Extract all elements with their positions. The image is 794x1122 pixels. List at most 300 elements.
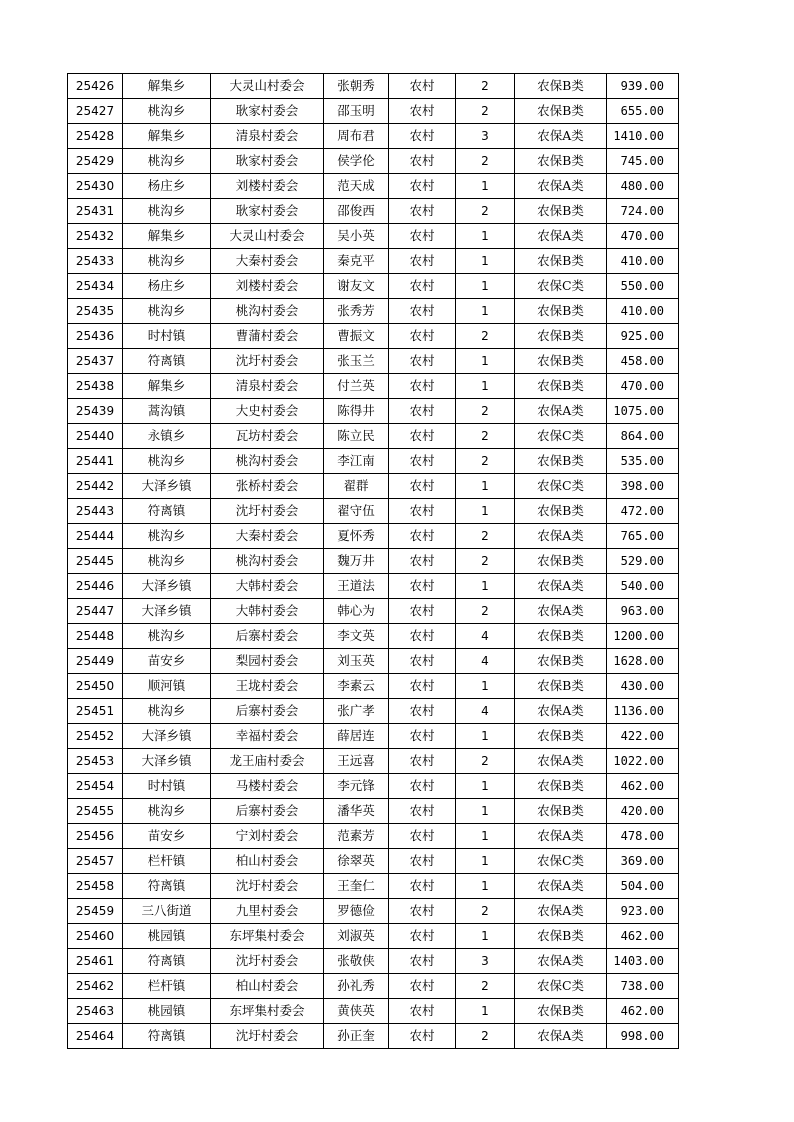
area-type-cell: 农村 [389,599,456,624]
record-id-cell: 25427 [68,99,123,124]
village-committee-cell: 大韩村委会 [211,574,324,599]
record-id-cell: 25446 [68,574,123,599]
area-type-cell: 农村 [389,349,456,374]
table-row [68,274,679,299]
township-cell: 桃沟乡 [123,624,211,649]
village-committee-cell: 沈圩村委会 [211,349,324,374]
table-row [68,924,679,949]
table-row [68,599,679,624]
table-row [68,549,679,574]
area-type-cell: 农村 [389,749,456,774]
village-committee-cell: 大韩村委会 [211,599,324,624]
table-row [68,724,679,749]
village-committee-cell: 宁刘村委会 [211,824,324,849]
village-committee-cell: 刘楼村委会 [211,274,324,299]
township-cell: 符离镇 [123,949,211,974]
township-cell: 大泽乡镇 [123,749,211,774]
household-count-cell: 2 [456,399,515,424]
township-cell: 大泽乡镇 [123,724,211,749]
amount-cell: 472.00 [607,499,679,524]
household-count-cell: 4 [456,699,515,724]
person-name-cell: 王远喜 [324,749,389,774]
household-count-cell: 2 [456,749,515,774]
township-cell: 桃园镇 [123,924,211,949]
insurance-category-cell: 农保B类 [515,799,607,824]
household-count-cell: 3 [456,124,515,149]
area-type-cell: 农村 [389,724,456,749]
record-id-cell: 25463 [68,999,123,1024]
village-committee-cell: 大灵山村委会 [211,74,324,99]
insurance-category-cell: 农保A类 [515,124,607,149]
insurance-category-cell: 农保B类 [515,99,607,124]
person-name-cell: 夏怀秀 [324,524,389,549]
area-type-cell: 农村 [389,474,456,499]
household-count-cell: 4 [456,624,515,649]
amount-cell: 1628.00 [607,649,679,674]
table-row [68,424,679,449]
amount-cell: 504.00 [607,874,679,899]
record-id-cell: 25455 [68,799,123,824]
village-committee-cell: 沈圩村委会 [211,1024,324,1049]
area-type-cell: 农村 [389,799,456,824]
area-type-cell: 农村 [389,199,456,224]
record-id-cell: 25429 [68,149,123,174]
village-committee-cell: 后寨村委会 [211,799,324,824]
village-committee-cell: 桃沟村委会 [211,449,324,474]
insurance-category-cell: 农保A类 [515,899,607,924]
table-row [68,974,679,999]
record-id-cell: 25426 [68,74,123,99]
record-id-cell: 25440 [68,424,123,449]
area-type-cell: 农村 [389,849,456,874]
village-committee-cell: 后寨村委会 [211,699,324,724]
area-type-cell: 农村 [389,949,456,974]
table-row [68,699,679,724]
area-type-cell: 农村 [389,174,456,199]
township-cell: 栏杆镇 [123,849,211,874]
area-type-cell: 农村 [389,924,456,949]
record-id-cell: 25461 [68,949,123,974]
person-name-cell: 潘华英 [324,799,389,824]
table-row [68,374,679,399]
table-row [68,574,679,599]
amount-cell: 462.00 [607,924,679,949]
village-committee-cell: 桃沟村委会 [211,299,324,324]
insurance-category-cell: 农保B类 [515,249,607,274]
area-type-cell: 农村 [389,699,456,724]
record-id-cell: 25450 [68,674,123,699]
household-count-cell: 1 [456,174,515,199]
record-id-cell: 25460 [68,924,123,949]
insurance-category-cell: 农保B类 [515,624,607,649]
table-row [68,299,679,324]
household-count-cell: 2 [456,324,515,349]
township-cell: 符离镇 [123,349,211,374]
insurance-category-cell: 农保A类 [515,1024,607,1049]
person-name-cell: 陈立民 [324,424,389,449]
area-type-cell: 农村 [389,1024,456,1049]
amount-cell: 529.00 [607,549,679,574]
township-cell: 苗安乡 [123,824,211,849]
village-committee-cell: 大灵山村委会 [211,224,324,249]
area-type-cell: 农村 [389,249,456,274]
record-id-cell: 25443 [68,499,123,524]
area-type-cell: 农村 [389,524,456,549]
area-type-cell: 农村 [389,999,456,1024]
township-cell: 栏杆镇 [123,974,211,999]
table-row [68,224,679,249]
household-count-cell: 1 [456,274,515,299]
township-cell: 桃沟乡 [123,299,211,324]
amount-cell: 410.00 [607,299,679,324]
household-count-cell: 1 [456,374,515,399]
insurance-category-cell: 农保B类 [515,924,607,949]
person-name-cell: 翟守伍 [324,499,389,524]
amount-cell: 410.00 [607,249,679,274]
amount-cell: 963.00 [607,599,679,624]
record-id-cell: 25449 [68,649,123,674]
household-count-cell: 1 [456,499,515,524]
household-count-cell: 1 [456,299,515,324]
amount-cell: 462.00 [607,774,679,799]
person-name-cell: 周布君 [324,124,389,149]
amount-cell: 745.00 [607,149,679,174]
person-name-cell: 罗德俭 [324,899,389,924]
township-cell: 大泽乡镇 [123,599,211,624]
table-row [68,149,679,174]
person-name-cell: 李元锋 [324,774,389,799]
village-committee-cell: 东坪集村委会 [211,999,324,1024]
table-row [68,999,679,1024]
amount-cell: 1410.00 [607,124,679,149]
village-committee-cell: 瓦坊村委会 [211,424,324,449]
amount-cell: 430.00 [607,674,679,699]
person-name-cell: 孙礼秀 [324,974,389,999]
village-committee-cell: 东坪集村委会 [211,924,324,949]
insurance-category-cell: 农保B类 [515,149,607,174]
village-committee-cell: 沈圩村委会 [211,949,324,974]
record-id-cell: 25452 [68,724,123,749]
insurance-category-cell: 农保C类 [515,974,607,999]
amount-cell: 458.00 [607,349,679,374]
area-type-cell: 农村 [389,224,456,249]
insurance-category-cell: 农保A类 [515,174,607,199]
area-type-cell: 农村 [389,99,456,124]
village-committee-cell: 耿家村委会 [211,99,324,124]
table-row [68,799,679,824]
record-id-cell: 25458 [68,874,123,899]
table-row [68,324,679,349]
township-cell: 符离镇 [123,499,211,524]
record-id-cell: 25434 [68,274,123,299]
area-type-cell: 农村 [389,449,456,474]
township-cell: 桃园镇 [123,999,211,1024]
township-cell: 时村镇 [123,324,211,349]
table-row [68,874,679,899]
household-count-cell: 1 [456,349,515,374]
area-type-cell: 农村 [389,574,456,599]
table-row [68,74,679,99]
person-name-cell: 魏万井 [324,549,389,574]
table-row [68,499,679,524]
record-id-cell: 25428 [68,124,123,149]
area-type-cell: 农村 [389,549,456,574]
person-name-cell: 王奎仁 [324,874,389,899]
table-row [68,349,679,374]
table-row [68,949,679,974]
insurance-category-cell: 农保A类 [515,824,607,849]
township-cell: 桃沟乡 [123,524,211,549]
record-id-cell: 25457 [68,849,123,874]
table-row [68,199,679,224]
township-cell: 解集乡 [123,224,211,249]
village-committee-cell: 耿家村委会 [211,199,324,224]
township-cell: 时村镇 [123,774,211,799]
household-count-cell: 1 [456,799,515,824]
household-count-cell: 1 [456,724,515,749]
table-row [68,474,679,499]
township-cell: 三八街道 [123,899,211,924]
area-type-cell: 农村 [389,399,456,424]
township-cell: 杨庄乡 [123,174,211,199]
table-row [68,249,679,274]
person-name-cell: 谢友文 [324,274,389,299]
record-id-cell: 25451 [68,699,123,724]
insurance-category-cell: 农保A类 [515,399,607,424]
person-name-cell: 侯学伦 [324,149,389,174]
table-row [68,674,679,699]
table-row [68,824,679,849]
person-name-cell: 秦克平 [324,249,389,274]
village-committee-cell: 沈圩村委会 [211,874,324,899]
record-id-cell: 25438 [68,374,123,399]
insurance-category-cell: 农保B类 [515,724,607,749]
area-type-cell: 农村 [389,424,456,449]
insurance-category-cell: 农保C类 [515,274,607,299]
person-name-cell: 王道法 [324,574,389,599]
person-name-cell: 张广孝 [324,699,389,724]
person-name-cell: 付兰英 [324,374,389,399]
township-cell: 顺河镇 [123,674,211,699]
record-id-cell: 25437 [68,349,123,374]
record-id-cell: 25447 [68,599,123,624]
household-count-cell: 1 [456,474,515,499]
record-id-cell: 25431 [68,199,123,224]
household-count-cell: 2 [456,199,515,224]
household-count-cell: 1 [456,824,515,849]
person-name-cell: 李江南 [324,449,389,474]
household-count-cell: 1 [456,874,515,899]
village-committee-cell: 九里村委会 [211,899,324,924]
record-id-cell: 25433 [68,249,123,274]
township-cell: 桃沟乡 [123,99,211,124]
amount-cell: 480.00 [607,174,679,199]
area-type-cell: 农村 [389,149,456,174]
household-count-cell: 2 [456,449,515,474]
township-cell: 解集乡 [123,74,211,99]
area-type-cell: 农村 [389,299,456,324]
record-id-cell: 25464 [68,1024,123,1049]
amount-cell: 1022.00 [607,749,679,774]
table-row [68,524,679,549]
insurance-category-cell: 农保A类 [515,699,607,724]
village-committee-cell: 梨园村委会 [211,649,324,674]
person-name-cell: 徐翠英 [324,849,389,874]
person-name-cell: 曹振文 [324,324,389,349]
township-cell: 桃沟乡 [123,549,211,574]
household-count-cell: 2 [456,524,515,549]
person-name-cell: 邵俊西 [324,199,389,224]
insurance-category-cell: 农保A类 [515,224,607,249]
record-id-cell: 25430 [68,174,123,199]
amount-cell: 550.00 [607,274,679,299]
household-count-cell: 1 [456,924,515,949]
area-type-cell: 农村 [389,374,456,399]
insurance-category-cell: 农保A类 [515,599,607,624]
table-row [68,624,679,649]
insurance-category-cell: 农保A类 [515,749,607,774]
person-name-cell: 黄侠英 [324,999,389,1024]
person-name-cell: 孙正奎 [324,1024,389,1049]
record-id-cell: 25436 [68,324,123,349]
insurance-category-cell: 农保B类 [515,74,607,99]
township-cell: 永镇乡 [123,424,211,449]
area-type-cell: 农村 [389,324,456,349]
household-count-cell: 1 [456,224,515,249]
insurance-category-cell: 农保B类 [515,349,607,374]
insurance-category-cell: 农保C类 [515,474,607,499]
township-cell: 桃沟乡 [123,149,211,174]
household-count-cell: 2 [456,1024,515,1049]
area-type-cell: 农村 [389,774,456,799]
amount-cell: 420.00 [607,799,679,824]
record-id-cell: 25444 [68,524,123,549]
amount-cell: 923.00 [607,899,679,924]
area-type-cell: 农村 [389,899,456,924]
household-count-cell: 1 [456,574,515,599]
township-cell: 解集乡 [123,124,211,149]
person-name-cell: 陈得井 [324,399,389,424]
amount-cell: 655.00 [607,99,679,124]
area-type-cell: 农村 [389,124,456,149]
village-committee-cell: 后寨村委会 [211,624,324,649]
amount-cell: 939.00 [607,74,679,99]
record-id-cell: 25442 [68,474,123,499]
record-id-cell: 25454 [68,774,123,799]
insurance-category-cell: 农保C类 [515,424,607,449]
table-row [68,774,679,799]
household-count-cell: 3 [456,949,515,974]
household-count-cell: 2 [456,149,515,174]
person-name-cell: 张玉兰 [324,349,389,374]
area-type-cell: 农村 [389,824,456,849]
amount-cell: 535.00 [607,449,679,474]
insurance-category-cell: 农保C类 [515,849,607,874]
village-committee-cell: 大秦村委会 [211,249,324,274]
person-name-cell: 刘淑英 [324,924,389,949]
household-count-cell: 2 [456,974,515,999]
amount-cell: 1403.00 [607,949,679,974]
insurance-category-cell: 农保B类 [515,299,607,324]
township-cell: 杨庄乡 [123,274,211,299]
person-name-cell: 薛居连 [324,724,389,749]
township-cell: 桃沟乡 [123,799,211,824]
insurance-category-cell: 农保A类 [515,949,607,974]
amount-cell: 864.00 [607,424,679,449]
insurance-category-cell: 农保B类 [515,199,607,224]
person-name-cell: 范天成 [324,174,389,199]
village-committee-cell: 王垅村委会 [211,674,324,699]
insurance-category-cell: 农保B类 [515,674,607,699]
person-name-cell: 韩心为 [324,599,389,624]
household-count-cell: 1 [456,774,515,799]
household-count-cell: 2 [456,99,515,124]
insurance-category-cell: 农保B类 [515,499,607,524]
township-cell: 符离镇 [123,874,211,899]
household-count-cell: 2 [456,74,515,99]
insurance-category-cell: 农保B类 [515,374,607,399]
insurance-category-cell: 农保A类 [515,524,607,549]
household-count-cell: 4 [456,649,515,674]
amount-cell: 462.00 [607,999,679,1024]
village-committee-cell: 耿家村委会 [211,149,324,174]
area-type-cell: 农村 [389,74,456,99]
village-committee-cell: 曹蒲村委会 [211,324,324,349]
table-row [68,899,679,924]
record-id-cell: 25462 [68,974,123,999]
amount-cell: 422.00 [607,724,679,749]
household-count-cell: 2 [456,899,515,924]
insurance-category-cell: 农保A类 [515,574,607,599]
person-name-cell: 李文英 [324,624,389,649]
person-name-cell: 李素云 [324,674,389,699]
record-id-cell: 25432 [68,224,123,249]
area-type-cell: 农村 [389,649,456,674]
records-table [67,73,679,1049]
record-id-cell: 25459 [68,899,123,924]
township-cell: 蒿沟镇 [123,399,211,424]
person-name-cell: 范素芳 [324,824,389,849]
record-id-cell: 25445 [68,549,123,574]
township-cell: 解集乡 [123,374,211,399]
person-name-cell: 张敬侠 [324,949,389,974]
amount-cell: 925.00 [607,324,679,349]
village-committee-cell: 清泉村委会 [211,374,324,399]
village-committee-cell: 清泉村委会 [211,124,324,149]
area-type-cell: 农村 [389,674,456,699]
household-count-cell: 1 [456,249,515,274]
person-name-cell: 刘玉英 [324,649,389,674]
township-cell: 大泽乡镇 [123,574,211,599]
amount-cell: 369.00 [607,849,679,874]
table-row [68,449,679,474]
village-committee-cell: 桃沟村委会 [211,549,324,574]
insurance-category-cell: 农保B类 [515,449,607,474]
table-row [68,849,679,874]
village-committee-cell: 大秦村委会 [211,524,324,549]
village-committee-cell: 幸福村委会 [211,724,324,749]
records-body [68,74,679,1049]
record-id-cell: 25435 [68,299,123,324]
person-name-cell: 吴小英 [324,224,389,249]
table-row [68,1024,679,1049]
person-name-cell: 邵玉明 [324,99,389,124]
township-cell: 桃沟乡 [123,199,211,224]
village-committee-cell: 刘楼村委会 [211,174,324,199]
township-cell: 苗安乡 [123,649,211,674]
household-count-cell: 2 [456,599,515,624]
area-type-cell: 农村 [389,499,456,524]
